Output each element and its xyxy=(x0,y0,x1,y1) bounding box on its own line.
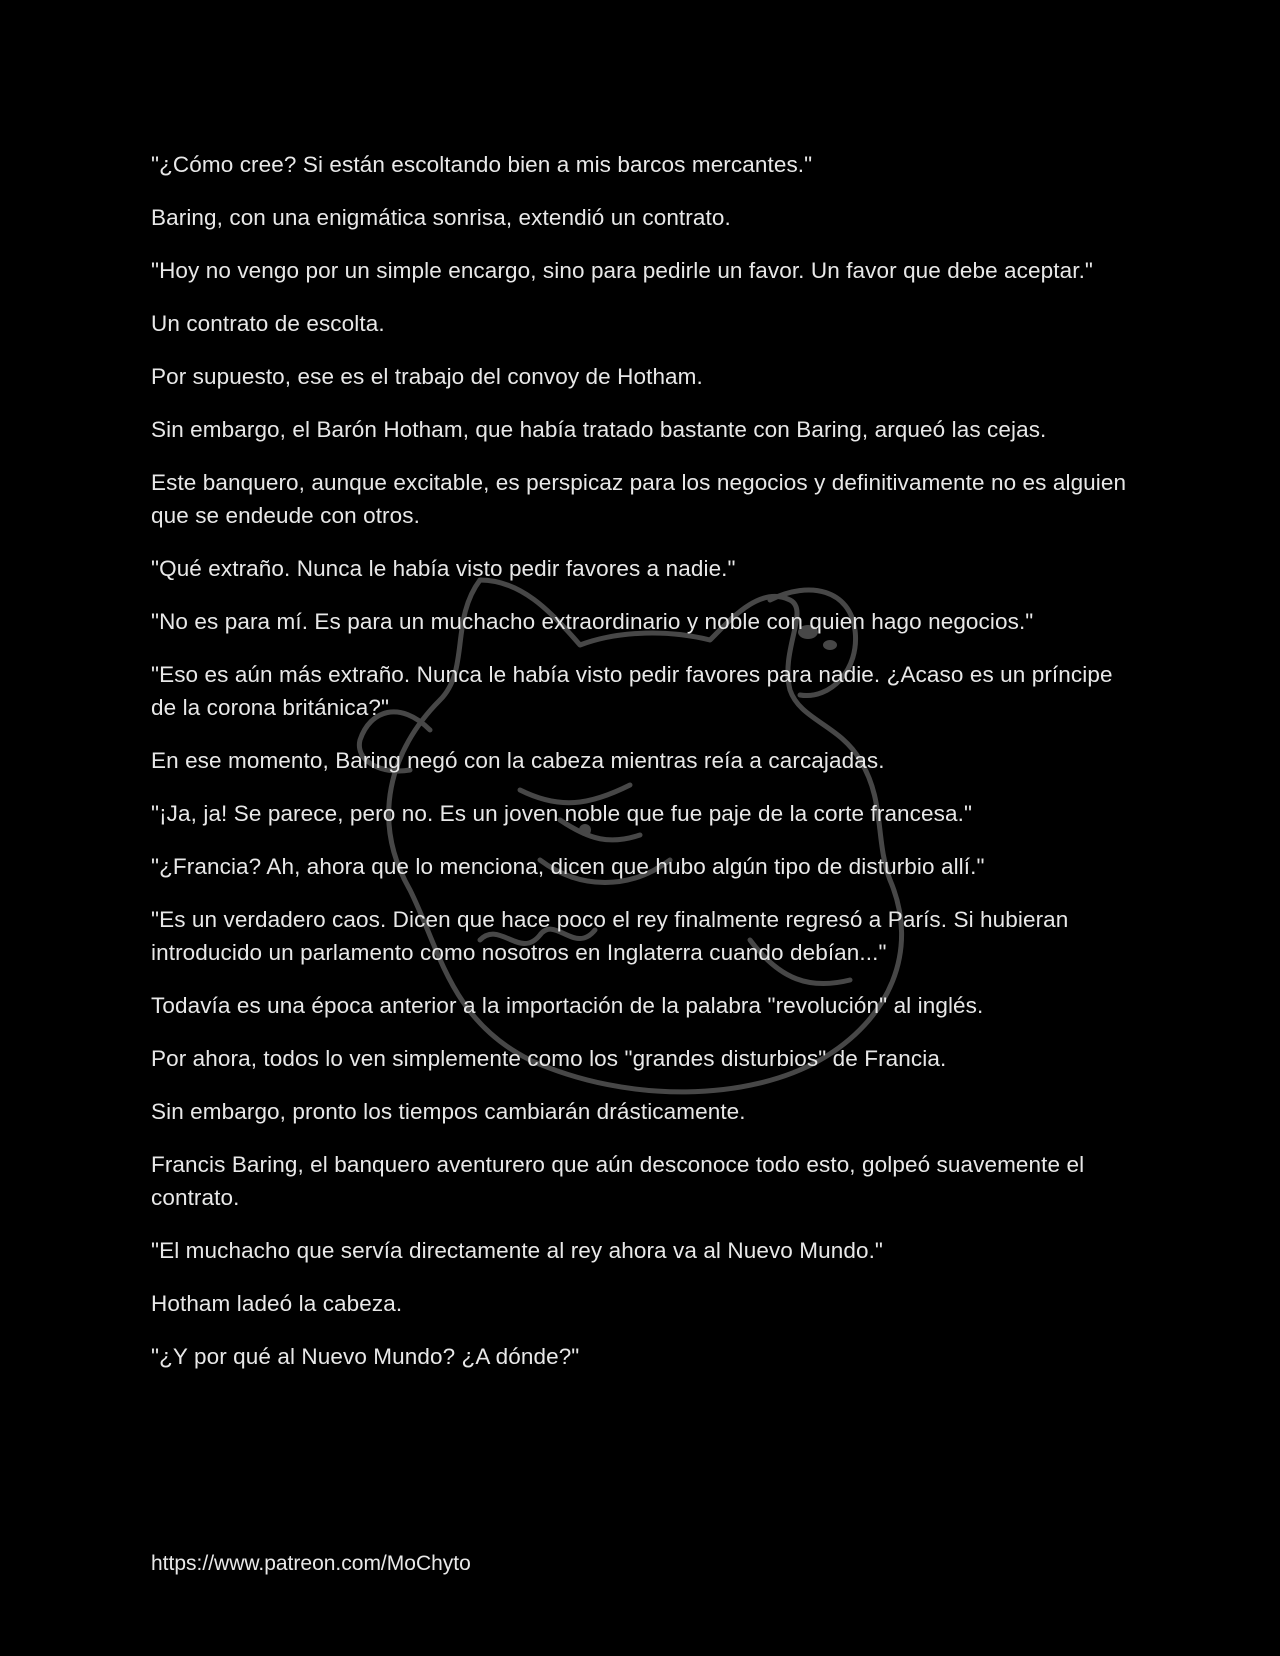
paragraph: Este banquero, aunque excitable, es perspicaz para los negocios y definitivamente no es alguien que se endeude con otros. xyxy=(151,470,1127,528)
patreon-link[interactable]: https://www.patreon.com/MoChyto xyxy=(151,1552,471,1575)
paragraph: Baring, con una enigmática sonrisa, extendió un contrato. xyxy=(151,205,731,230)
paragraph: En ese momento, Baring negó con la cabeza mientras reía a carcajadas. xyxy=(151,748,885,773)
paragraph: Sin embargo, pronto los tiempos cambiarán drásticamente. xyxy=(151,1099,746,1124)
paragraph: "Es un verdadero caos. Dicen que hace poco el rey finalmente regresó a París. Si hubieran introducido un parlamento como nosotros en Inglaterra cuando debían..." xyxy=(151,907,1069,965)
paragraph: Por supuesto, ese es el trabajo del convoy de Hotham. xyxy=(151,364,703,389)
paragraph: Francis Baring, el banquero aventurero que aún desconoce todo esto, golpeó suavemente el contrato. xyxy=(151,1152,1085,1210)
paragraph: "Eso es aún más extraño. Nunca le había visto pedir favores para nadie. ¿Acaso es un príncipe de la corona británica?" xyxy=(151,662,1113,720)
paragraph: "Qué extraño. Nunca le había visto pedir favores a nadie." xyxy=(151,556,736,581)
paragraph: "¡Ja, ja! Se parece, pero no. Es un joven noble que fue paje de la corte francesa." xyxy=(151,801,973,826)
paragraph: "No es para mí. Es para un muchacho extraordinario y noble con quien hago negocios." xyxy=(151,609,1034,634)
paragraph: Un contrato de escolta. xyxy=(151,311,385,336)
paragraph: Por ahora, todos lo ven simplemente como los "grandes disturbios" de Francia. xyxy=(151,1046,947,1071)
paragraph: Hotham ladeó la cabeza. xyxy=(151,1291,403,1316)
paragraph: "El muchacho que servía directamente al rey ahora va al Nuevo Mundo." xyxy=(151,1238,884,1263)
story-text xyxy=(151,148,1131,1393)
paragraph: "¿Y por qué al Nuevo Mundo? ¿A dónde?" xyxy=(151,1344,580,1369)
paragraph: "¿Cómo cree? Si están escoltando bien a mis barcos mercantes." xyxy=(151,152,813,177)
paragraph: Sin embargo, el Barón Hotham, que había tratado bastante con Baring, arqueó las cejas. xyxy=(151,417,1047,442)
paragraph: Todavía es una época anterior a la importación de la palabra "revolución" al inglés. xyxy=(151,993,984,1018)
paragraph: "¿Francia? Ah, ahora que lo menciona, dicen que hubo algún tipo de disturbio allí." xyxy=(151,854,985,879)
paragraph: "Hoy no vengo por un simple encargo, sino para pedirle un favor. Un favor que debe aceptar." xyxy=(151,258,1094,283)
